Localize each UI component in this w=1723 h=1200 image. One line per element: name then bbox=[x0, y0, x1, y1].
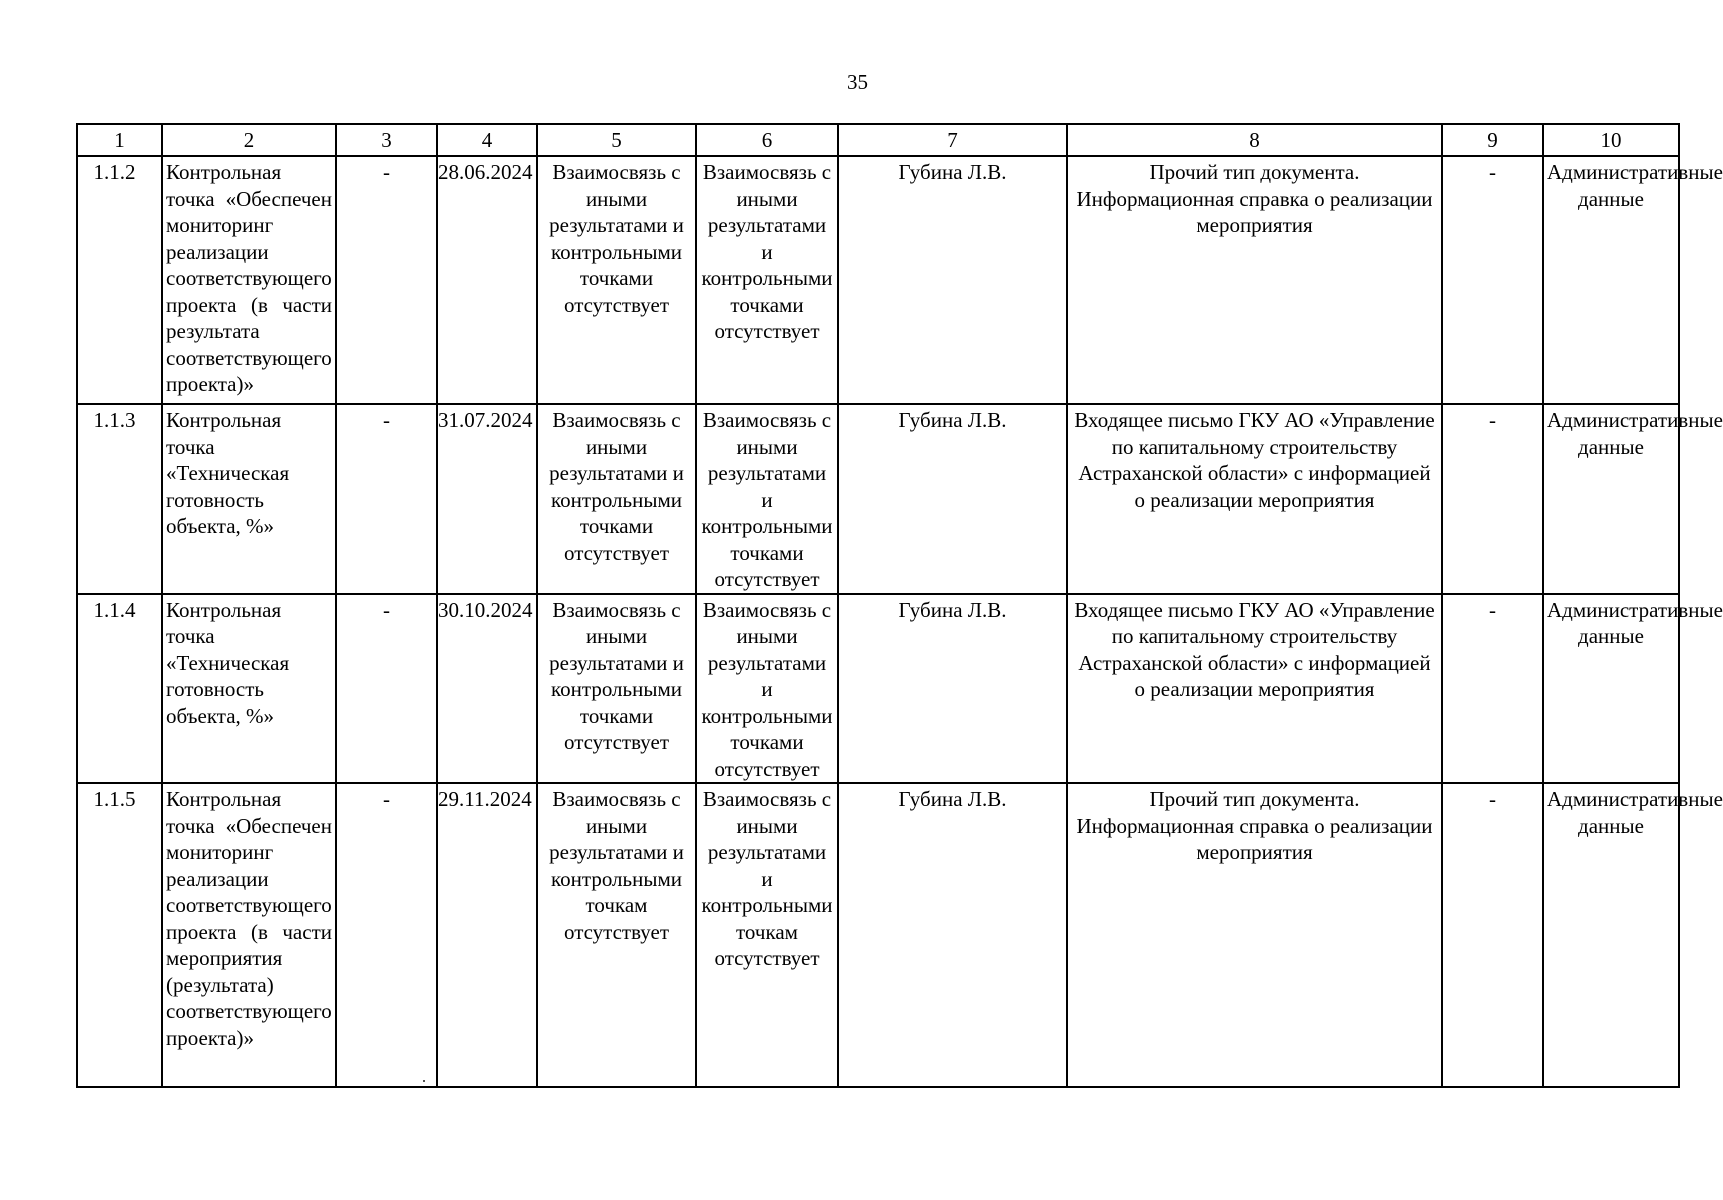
relation-control-points: Взаимосвязь с иными результатами и контрольными точками отсутствует bbox=[696, 404, 838, 594]
data-source: Административные данные bbox=[1543, 783, 1679, 1087]
row-number: 1.1.2 bbox=[77, 156, 162, 404]
document-type: Входящее письмо ГКУ АО «Управление по капитальному строительству Астраханской области» с информацией о реализации мероприятия bbox=[1067, 594, 1442, 784]
column-header-2: 2 bbox=[162, 124, 336, 156]
data-source: Административные данные bbox=[1543, 594, 1679, 784]
relation-control-points: Взаимосвязь с иными результатами и контрольными точками отсутствует bbox=[696, 594, 838, 784]
column-9-value: - bbox=[1442, 594, 1543, 784]
control-point-name: Контрольная точка «Обеспечен мониторинг реализации соответствующего проекта (в части мероприятия (результата) соответствующего проекта)» bbox=[162, 783, 336, 1087]
document-type: Прочий тип документа. Информационная справка о реализации мероприятия bbox=[1067, 156, 1442, 404]
column-9-value: - bbox=[1442, 404, 1543, 594]
page-number: 35 bbox=[847, 70, 868, 94]
control-points-table bbox=[76, 123, 1723, 1088]
table-row bbox=[77, 404, 1679, 594]
column-9-value: - bbox=[1442, 156, 1543, 404]
column-header-6: 6 bbox=[696, 124, 838, 156]
due-date: 28.06.2024 bbox=[437, 156, 537, 404]
table-row bbox=[77, 156, 1679, 404]
column-header-9: 9 bbox=[1442, 124, 1543, 156]
control-point-name: Контрольная точка «Техническая готовность объекта, %» bbox=[162, 594, 336, 784]
row-number: 1.1.3 bbox=[77, 404, 162, 594]
due-date: 29.11.2024 bbox=[437, 783, 537, 1087]
column-header-7: 7 bbox=[838, 124, 1067, 156]
responsible-person: Губина Л.В. bbox=[838, 594, 1067, 784]
relation-control-points: Взаимосвязь с иными результатами и контрольными точкам отсутствует bbox=[696, 783, 838, 1087]
column-header-1: 1 bbox=[77, 124, 162, 156]
due-date: 31.07.2024 bbox=[437, 404, 537, 594]
column-3-value: - bbox=[336, 594, 437, 784]
relation-results: Взаимосвязь с иными результатами и контрольными точкам отсутствует bbox=[537, 783, 696, 1087]
data-source: Административные данные bbox=[1543, 156, 1679, 404]
header-row bbox=[77, 124, 1679, 156]
column-9-value: - bbox=[1442, 783, 1543, 1087]
column-header-3: 3 bbox=[336, 124, 437, 156]
column-3-value: - bbox=[336, 783, 437, 1087]
data-source: Административные данные bbox=[1543, 404, 1679, 594]
relation-control-points: Взаимосвязь с иными результатами и контрольными точками отсутствует bbox=[696, 156, 838, 404]
column-header-8: 8 bbox=[1067, 124, 1442, 156]
responsible-person: Губина Л.В. bbox=[838, 783, 1067, 1087]
relation-results: Взаимосвязь с иными результатами и контрольными точками отсутствует bbox=[537, 594, 696, 784]
relation-results: Взаимосвязь с иными результатами и контрольными точками отсутствует bbox=[537, 404, 696, 594]
column-header-4: 4 bbox=[437, 124, 537, 156]
document-type: Прочий тип документа. Информационная справка о реализации мероприятия bbox=[1067, 783, 1442, 1087]
column-3-value: - bbox=[336, 156, 437, 404]
control-point-name: Контрольная точка «Обеспечен мониторинг реализации соответствующего проекта (в части результата соответствующего проекта)» bbox=[162, 156, 336, 404]
relation-results: Взаимосвязь с иными результатами и контрольными точками отсутствует bbox=[537, 156, 696, 404]
column-header-5: 5 bbox=[537, 124, 696, 156]
due-date: 30.10.2024 bbox=[437, 594, 537, 784]
row-number: 1.1.4 bbox=[77, 594, 162, 784]
row-number: 1.1.5 bbox=[77, 783, 162, 1087]
column-3-value: - bbox=[336, 404, 437, 594]
responsible-person: Губина Л.В. bbox=[838, 156, 1067, 404]
table-row bbox=[77, 594, 1679, 784]
document-type: Входящее письмо ГКУ АО «Управление по капитальному строительству Астраханской области» с информацией о реализации мероприятия bbox=[1067, 404, 1442, 594]
column-header-10: 10 bbox=[1543, 124, 1679, 156]
control-point-name: Контрольная точка «Техническая готовность объекта, %» bbox=[162, 404, 336, 594]
scan-dot bbox=[423, 1080, 425, 1082]
responsible-person: Губина Л.В. bbox=[838, 404, 1067, 594]
table-row bbox=[77, 783, 1679, 1087]
